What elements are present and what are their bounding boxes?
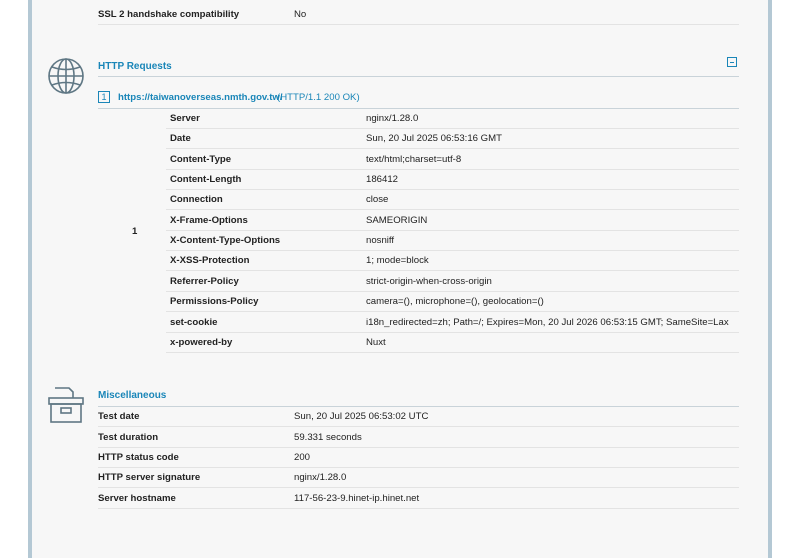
header-name: Content-Length bbox=[170, 174, 242, 185]
row-key: HTTP status code bbox=[98, 452, 179, 463]
misc-row bbox=[98, 428, 739, 448]
header-row bbox=[166, 170, 739, 190]
header-name: X-Content-Type-Options bbox=[170, 235, 281, 246]
header-value: nginx/1.28.0 bbox=[366, 113, 419, 124]
miscellaneous-title: Miscellaneous bbox=[98, 390, 167, 401]
header-value: 1; mode=block bbox=[366, 255, 429, 266]
header-name: X-XSS-Protection bbox=[170, 255, 250, 266]
header-name: Content-Type bbox=[170, 154, 232, 165]
row-value: Sun, 20 Jul 2025 06:53:02 UTC bbox=[294, 411, 429, 422]
misc-row bbox=[98, 407, 739, 427]
row-key: Test duration bbox=[98, 432, 159, 443]
header-row bbox=[166, 251, 739, 271]
row-value: nginx/1.28.0 bbox=[294, 472, 347, 483]
header-row bbox=[166, 129, 739, 149]
row-value: 200 bbox=[294, 452, 311, 463]
misc-row bbox=[98, 448, 739, 468]
header-row bbox=[166, 190, 739, 210]
header-value: 186412 bbox=[366, 174, 399, 185]
header-row bbox=[166, 231, 739, 251]
request-index: 1 bbox=[132, 226, 138, 237]
header-name: X-Frame-Options bbox=[170, 215, 248, 226]
header-name: Connection bbox=[170, 194, 223, 205]
request-number-badge: 1 bbox=[98, 91, 110, 103]
header-name: set-cookie bbox=[170, 317, 218, 328]
header-value: i18n_redirected=zh; Path=/; Expires=Mon, 20 Jul 2026 06:53:15 GMT; SameSite=Lax bbox=[366, 317, 729, 328]
header-row bbox=[166, 292, 739, 312]
row-key: Server hostname bbox=[98, 493, 176, 504]
header-row bbox=[166, 272, 739, 292]
row-value: No bbox=[294, 9, 307, 20]
row-key: Test date bbox=[98, 411, 140, 422]
header-value: text/html;charset=utf-8 bbox=[366, 154, 462, 165]
header-name: Referrer-Policy bbox=[170, 276, 239, 287]
row-value: 117-56-23-9.hinet-ip.hinet.net bbox=[294, 493, 420, 504]
request-url-link[interactable]: https://taiwanoverseas.nmth.gov.tw/ bbox=[118, 92, 283, 103]
header-value: SAMEORIGIN bbox=[366, 215, 428, 226]
ssl2-compat-row bbox=[98, 5, 739, 25]
header-row bbox=[166, 313, 739, 333]
header-value: strict-origin-when-cross-origin bbox=[366, 276, 492, 287]
header-value: Nuxt bbox=[366, 337, 386, 348]
misc-row bbox=[98, 468, 739, 488]
header-row bbox=[166, 333, 739, 353]
header-name: Permissions-Policy bbox=[170, 296, 259, 307]
request-status: (HTTP/1.1 200 OK) bbox=[277, 92, 360, 103]
row-value: 59.331 seconds bbox=[294, 432, 362, 443]
header-row bbox=[166, 109, 739, 129]
header-name: Server bbox=[170, 113, 200, 124]
header-name: Date bbox=[170, 133, 191, 144]
header-value: Sun, 20 Jul 2025 06:53:16 GMT bbox=[366, 133, 502, 144]
header-value: nosniff bbox=[366, 235, 395, 246]
globe-icon bbox=[47, 57, 85, 95]
collapse-icon[interactable] bbox=[727, 57, 737, 67]
archive-box-icon bbox=[47, 386, 85, 424]
row-key: HTTP server signature bbox=[98, 472, 201, 483]
header-name: x-powered-by bbox=[170, 337, 233, 348]
section-divider bbox=[98, 76, 739, 77]
misc-row bbox=[98, 489, 739, 509]
header-row bbox=[166, 150, 739, 170]
header-value: camera=(), microphone=(), geolocation=() bbox=[366, 296, 544, 307]
header-row bbox=[166, 211, 739, 231]
http-requests-title: HTTP Requests bbox=[98, 61, 172, 72]
header-value: close bbox=[366, 194, 389, 205]
row-key: SSL 2 handshake compatibility bbox=[98, 9, 240, 20]
